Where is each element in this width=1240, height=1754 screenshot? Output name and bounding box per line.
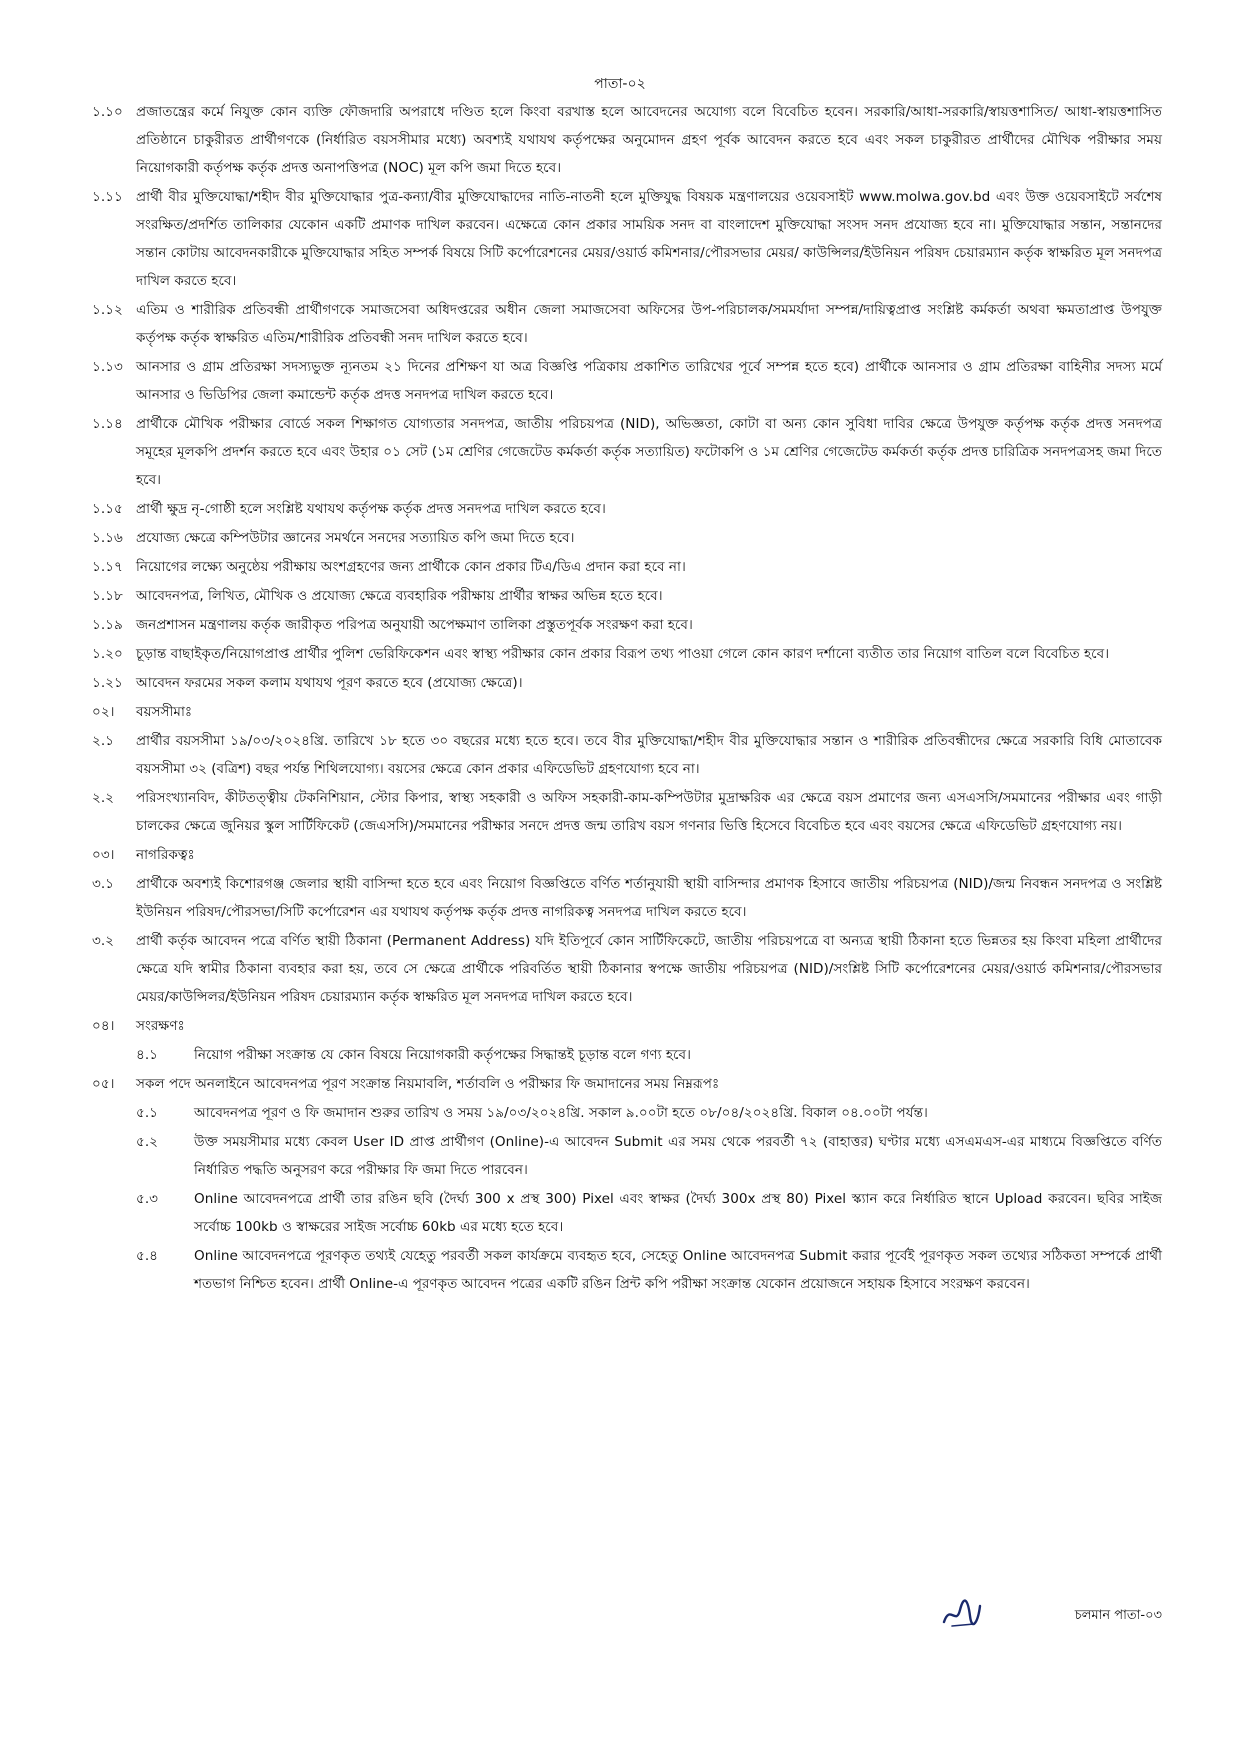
clause-1-12: [92, 296, 1162, 352]
clause-1-15: [92, 495, 1162, 523]
clause-text: আবেদনপত্র, লিখিত, মৌখিক ও প্রযোজ্য ক্ষেত্রে ব্যবহারিক পরীক্ষায় প্রার্থীর স্বাক্ষর অভিন্ন হতে হবে।: [136, 588, 663, 604]
section-heading-reservation: [92, 1012, 1162, 1040]
clause-text: জনপ্রশাসন মন্ত্রণালয় কর্তৃক জারীকৃত পরিপত্র অনুযায়ী অপেক্ষমাণ তালিকা প্রস্তুতপূর্বক সংরক্ষণ করা হবে।: [136, 617, 693, 633]
clause-text: প্রার্থী ক্ষুদ্র নৃ-গোষ্ঠী হলে সংশ্লিষ্ট যথাযথ কর্তৃপক্ষ কর্তৃক প্রদত্ত সনদপত্র দাখিল করতে হবে।: [136, 501, 606, 517]
clause-5-2: [92, 1128, 1162, 1184]
clause-number: ৫.৩: [136, 1191, 158, 1207]
clause-text: Online আবেদনপত্রে পূরণকৃত তথ্যই যেহেতু পরবর্তী সকল কার্যক্রমে ব্যবহৃত হবে, সেহেতু Online আবেদনপত্র Submit করার পূর্বেই পূরণকৃত সকল তথ্যের সঠিকতা সম্পর্কে প্রার্থী শতভাগ নিশ্চিত হবেন। প্রার্থী Online-এ পূরণকৃত আবেদন পত্রের একটি রঙিন প্রিন্ট কপি পরীক্ষা সংক্রান্ত যেকোন প্রয়োজনে সহায়ক হিসাবে সংরক্ষণ করবেন।: [194, 1248, 1162, 1292]
clause-text: নিয়োগের লক্ষ্যে অনুষ্ঠেয় পরীক্ষায় অংশগ্রহণের জন্য প্রার্থীকে কোন প্রকার টিএ/ডিএ প্রদান করা হবে না।: [136, 559, 686, 575]
clause-1-16: [92, 524, 1162, 552]
clause-text: আনসার ও গ্রাম প্রতিরক্ষা সদস্যভুক্ত ন্যূনতম ২১ দিনের প্রশিক্ষণ যা অত্র বিজ্ঞপ্তি পত্রিকায় প্রকাশিত তারিখের পূর্বে সম্পন্ন হতে হবে) প্রার্থীকে আনসার ও গ্রাম প্রতিরক্ষা বাহিনীর সদস্য মর্মে আনসার ও ভিডিপির জেলা কমান্ডেন্ট কর্তৃক প্রদত্ত সনদপত্র দাখিল করতে হবে।: [136, 359, 1162, 403]
clause-text: প্রযোজ্য ক্ষেত্রে কম্পিউটার জ্ঞানের সমর্থনে সনদের সত্যায়িত কপি জমা দিতে হবে।: [136, 530, 575, 546]
section-heading-age-limit: [92, 698, 1162, 726]
section-heading-citizenship: [92, 841, 1162, 869]
clause-text: পরিসংখ্যানবিদ, কীটতত্ত্বীয় টেকনিশিয়ান, স্টোর কিপার, স্বাস্থ্য সহকারী ও অফিস সহকারী-কাম-কম্পিউটার মুদ্রাক্ষরিক এর ক্ষেত্রে বয়স প্রমাণের জন্য এসএসসি/সমমানের পরীক্ষার এবং গাড়ী চালকের ক্ষেত্রে জুনিয়র স্কুল সার্টিফিকেট (জেএসসি)/সমমানের পরীক্ষার সনদে প্রদত্ত জন্ম তারিখ বয়স গণনার ভিত্তি হিসেবে বিবেচিত হবে এবং বয়সের ক্ষেত্রে এফিডেভিট গ্রহণযোগ্য নয়।: [136, 790, 1162, 834]
clause-number: ১.১০: [92, 104, 123, 120]
section-title: বয়সসীমাঃ: [136, 704, 193, 720]
clause-number: ১.১৪: [92, 416, 123, 432]
section-number: ০৫।: [92, 1076, 115, 1092]
clause-4-1: [92, 1041, 1162, 1069]
clause-text: প্রজাতন্ত্রের কর্মে নিযুক্ত কোন ব্যক্তি ফৌজদারি অপরাধে দণ্ডিত হলে কিংবা বরখাস্ত হলে আবেদনের অযোগ্য বলে বিবেচিত হবেন। সরকারি/আধা-সরকারি/স্বায়ত্তশাসিত/ আধা-স্বায়ত্তশাসিত প্রতিষ্ঠানে চাকুরীরত প্রার্থীগণকে (নির্ধারিত বয়সসীমার মধ্যে) অবশ্যই যথাযথ কর্তৃপক্ষের অনুমোদন গ্রহণ পূর্বক আবেদন করতে হবে এবং সকল চাকুরীরত প্রার্থীদের মৌখিক পরীক্ষার সময় নিয়োগকারী কর্তৃপক্ষ কর্তৃক প্রদত্ত অনাপত্তিপত্র (NOC) মূল কপি জমা দিতে হবে।: [136, 104, 1162, 176]
clause-text: প্রার্থীর বয়সসীমা ১৯/০৩/২০২৪খ্রি. তারিখে ১৮ হতে ৩০ বছরের মধ্যে হতে হবে। তবে বীর মুক্তিযোদ্ধা/শহীদ বীর মুক্তিযোদ্ধার সন্তান ও শারীরিক প্রতিবন্ধীদের ক্ষেত্রে সরকারি বিধি মোতাবেক বয়সসীমা ৩২ (বত্রিশ) বছর পর্যন্ত শিথিলযোগ্য। বয়সের ক্ষেত্রে কোন প্রকার এফিডেভিট গ্রহণযোগ্য হবে না।: [136, 733, 1162, 777]
clause-1-14: [92, 410, 1162, 494]
clause-number: ১.১৬: [92, 530, 123, 546]
clause-number: ২.২: [92, 790, 114, 806]
section-number: ০৩।: [92, 847, 115, 863]
clause-text: প্রার্থীকে অবশ্যই কিশোরগঞ্জ জেলার স্থায়ী বাসিন্দা হতে হবে এবং নিয়োগ বিজ্ঞপ্তিতে বর্ণিত শর্তানুযায়ী স্থায়ী বাসিন্দার প্রমাণক হিসাবে জাতীয় পরিচয়পত্র (NID)/জন্ম নিবন্ধন সনদপত্র ও সংশ্লিষ্ট ইউনিয়ন পরিষদ/পৌরসভা/সিটি কর্পোরেশন এর যথাযথ কর্তৃপক্ষ কর্তৃক প্রদত্ত নাগরিকত্ব সনদপত্র দাখিল করতে হবে।: [136, 876, 1162, 920]
signature-icon: [940, 1596, 984, 1630]
page-number-header: পাতা-০২: [594, 76, 646, 92]
section-number: ০৪।: [92, 1018, 115, 1034]
page-footer: [0, 1596, 1240, 1636]
clause-2-2: [92, 784, 1162, 840]
clause-text: Online আবেদনপত্রে প্রার্থী তার রঙিন ছবি (দৈর্ঘ্য 300 x প্রস্থ 300) Pixel এবং স্বাক্ষর (দৈর্ঘ্য 300x প্রস্থ 80) Pixel স্ক্যান করে নির্ধারিত স্থানে Upload করবেন। ছবির সাইজ সর্বোচ্চ 100kb ও স্বাক্ষরের সাইজ সর্বোচ্চ 60kb এর মধ্যে হতে হবে।: [194, 1191, 1162, 1235]
clause-5-3: [92, 1185, 1162, 1241]
clause-number: ৫.১: [136, 1105, 158, 1121]
clause-number: ৫.৪: [136, 1248, 158, 1264]
clause-text: উক্ত সময়সীমার মধ্যে কেবল User ID প্রাপ্ত প্রার্থীগণ (Online)-এ আবেদন Submit এর সময় থেকে পরবর্তী ৭২ (বাহাত্তর) ঘণ্টার মধ্যে এসএমএস-এর মাধ্যমে বিজ্ঞপ্তিতে বর্ণিত নির্ধারিত পদ্ধতি অনুসরণ করে পরীক্ষার ফি জমা দিতে পারবেন।: [194, 1134, 1162, 1178]
clause-5-1: [92, 1099, 1162, 1127]
clause-number: ৪.১: [136, 1047, 158, 1063]
clause-number: ১.২১: [92, 675, 123, 691]
section-heading-online-application: [92, 1070, 1162, 1098]
clause-3-2: [92, 927, 1162, 1011]
clause-3-1: [92, 870, 1162, 926]
clause-number: ১.১২: [92, 302, 123, 318]
clause-1-18: [92, 582, 1162, 610]
section-number: ০২।: [92, 704, 115, 720]
clause-1-10: [92, 98, 1162, 182]
clause-text: আবেদন ফরমের সকল কলাম যথাযথ পূরণ করতে হবে (প্রযোজ্য ক্ষেত্রে)।: [136, 675, 523, 691]
clause-1-20: [92, 640, 1162, 668]
clause-number: ১.১৩: [92, 359, 123, 375]
clause-1-21: [92, 669, 1162, 697]
clause-5-4: [92, 1242, 1162, 1298]
clause-number: ১.১৮: [92, 588, 123, 604]
section-title: সকল পদে অনলাইনে আবেদনপত্র পূরণ সংক্রান্ত নিয়মাবলি, শর্তাবলি ও পরীক্ষার ফি জমাদানের সময় নিম্নরূপঃ: [136, 1076, 720, 1092]
clause-text: প্রার্থীকে মৌখিক পরীক্ষার বোর্ডে সকল শিক্ষাগত যোগ্যতার সনদপত্র, জাতীয় পরিচয়পত্র (NID), অভিজ্ঞতা, কোটা বা অন্য কোন সুবিধা দাবির ক্ষেত্রে উপযুক্ত কর্তৃপক্ষ কর্তৃক প্রদত্ত সনদপত্র সমূহের মূলকপি প্রদর্শন করতে হবে এবং উহার ০১ সেট (১ম শ্রেণির গেজেটেড কর্মকর্তা কর্তৃক সত্যায়িত) ফটোকপি ও ১ম শ্রেণির গেজেটেড কর্মকর্তা কর্তৃক প্রদত্ত চারিত্রিক সনদপত্রসহ জমা দিতে হবে।: [136, 416, 1162, 488]
clause-number: ৫.২: [136, 1134, 158, 1150]
clause-text: প্রার্থী কর্তৃক আবেদন পত্রে বর্ণিত স্থায়ী ঠিকানা (Permanent Address) যদি ইতিপূর্বে কোন সার্টিফিকেটে, জাতীয় পরিচয়পত্রে বা অন্যত্র স্থায়ী ঠিকানা হতে ভিন্নতর হয় কিংবা মহিলা প্রার্থীদের ক্ষেত্রে যদি স্বামীর ঠিকানা ব্যবহার করা হয়, তবে সে ক্ষেত্রে প্রার্থীকে পরিবর্তিত স্থায়ী ঠিকানার স্বপক্ষে জাতীয় পরিচয়পত্র (NID)/সংশ্লিষ্ট সিটি কর্পোরেশনের মেয়র/ওয়ার্ড কমিশনার/পৌরসভার মেয়র/কাউন্সিলর/ইউনিয়ন পরিষদ চেয়ারম্যান কর্তৃক স্বাক্ষরিত মূল সনদপত্র দাখিল করতে হবে।: [136, 933, 1162, 1005]
clause-text: প্রার্থী বীর মুক্তিযোদ্ধা/শহীদ বীর মুক্তিযোদ্ধার পুত্র-কন্যা/বীর মুক্তিযোদ্ধাদের নাতি-নাতনী হলে মুক্তিযুদ্ধ বিষয়ক মন্ত্রণালয়ের ওয়েবসাইট www.molwa.gov.bd এবং উক্ত ওয়েবসাইটে সর্বশেষ সংরক্ষিত/প্রদর্শিত তালিকার যেকোন একটি প্রমাণক দাখিল করবেন। এক্ষেত্রে কোন প্রকার সাময়িক সনদ বা বাংলাদেশ মুক্তিযোদ্ধা সংসদ সনদ প্রযোজ্য হবে না। মুক্তিযোদ্ধার সন্তান, সন্তানদের সন্তান কোটায় আবেদনকারীকে মুক্তিযোদ্ধার সহিত সম্পর্ক বিষয়ে সিটি কর্পোরেশনের মেয়র/ওয়ার্ড কমিশনার/পৌরসভার মেয়র/ কাউন্সিলর/ইউনিয়ন পরিষদ চেয়ারম্যান কর্তৃক স্বাক্ষরিত মূল সনদপত্র দাখিল করতে হবে।: [136, 189, 1162, 289]
clause-text: এতিম ও শারীরিক প্রতিবন্ধী প্রার্থীগণকে সমাজসেবা অধিদপ্তরের অধীন জেলা সমাজসেবা অফিসের উপ-পরিচালক/সমমর্যাদা সম্পন্ন/দায়িত্বপ্রাপ্ত সংশ্লিষ্ট কর্মকর্তা অথবা ক্ষমতাপ্রাপ্ত উপযুক্ত কর্তৃপক্ষ কর্তৃক স্বাক্ষরিত এতিম/শারীরিক প্রতিবন্ধী সনদ দাখিল করতে হবে।: [136, 302, 1162, 346]
clause-number: ১.১৭: [92, 559, 123, 575]
clause-text: নিয়োগ পরীক্ষা সংক্রান্ত যে কোন বিষয়ে নিয়োগকারী কর্তৃপক্ষের সিদ্ধান্তই চূড়ান্ত বলে গণ্য হবে।: [194, 1047, 691, 1063]
document-body: [92, 98, 1162, 1299]
clause-text: চূড়ান্ত বাছাইকৃত/নিয়োগপ্রাপ্ত প্রার্থীর পুলিশ ভেরিফিকেশন এবং স্বাস্থ্য পরীক্ষার কোন প্রকার বিরূপ তথ্য পাওয়া গেলে কোন কারণ দর্শানো ব্যতীত তার নিয়োগ বাতিল বলে বিবেচিত হবে।: [136, 646, 1110, 662]
clause-1-17: [92, 553, 1162, 581]
section-title: নাগরিকত্বঃ: [136, 847, 195, 863]
clause-1-11: [92, 183, 1162, 295]
continued-page-note: চলমান পাতা-০৩: [1074, 1608, 1162, 1623]
section-title: সংরক্ষণঃ: [136, 1018, 185, 1034]
clause-number: ৩.২: [92, 933, 114, 949]
clause-text: আবেদনপত্র পূরণ ও ফি জমাদান শুরুর তারিখ ও সময় ১৯/০৩/২০২৪খ্রি. সকাল ৯.০০টা হতে ০৮/০৪/২০২৪খ্রি. বিকাল ০৪.০০টা পর্যন্ত।: [194, 1105, 928, 1121]
clause-2-1: [92, 727, 1162, 783]
clause-number: ১.১১: [92, 189, 123, 205]
clause-number: ১.১৫: [92, 501, 123, 517]
clause-number: ১.২০: [92, 646, 123, 662]
clause-number: ২.১: [92, 733, 114, 749]
clause-number: ১.১৯: [92, 617, 123, 633]
clause-1-13: [92, 353, 1162, 409]
clause-number: ৩.১: [92, 876, 114, 892]
clause-1-19: [92, 611, 1162, 639]
